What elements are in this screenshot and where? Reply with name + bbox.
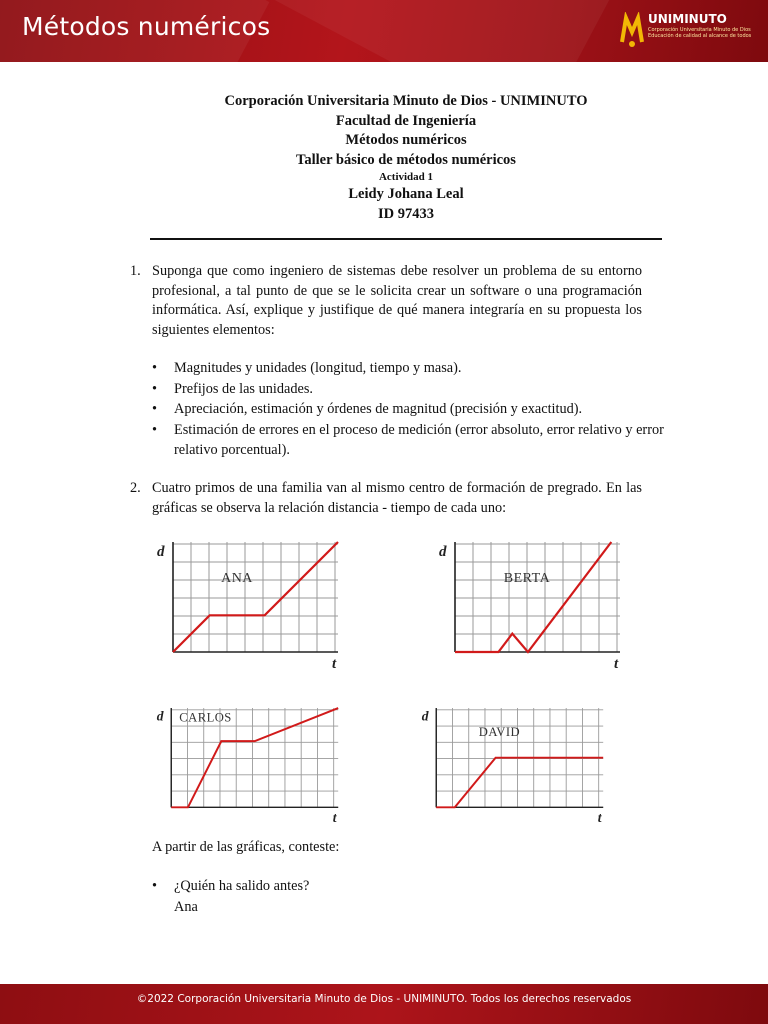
y-axis-label: d bbox=[157, 544, 165, 560]
question-number: 2. bbox=[130, 480, 141, 496]
list-item: • Prefijos de las unidades. bbox=[152, 380, 313, 397]
md-logo-icon bbox=[620, 12, 646, 50]
logo-name: UNIMINUTO bbox=[648, 12, 727, 26]
question-text: Cuatro primos de una familia van al mismo centro de formación de pregrado. En las gráficas se observa la relación distancia - tiempo de cada uno: bbox=[152, 480, 642, 516]
copyright-text: ©2022 Corporación Universitaria Minuto de Dios - UNIMINUTO. Todos los derechos reservados bbox=[136, 993, 632, 1005]
student-id: ID 97433 bbox=[378, 205, 434, 222]
x-axis-label: t bbox=[597, 809, 602, 825]
y-axis-label: d bbox=[421, 708, 429, 724]
institution-name: Corporación Universitaria Minuto de Dios - UNIMINUTO bbox=[224, 93, 588, 109]
workshop-title: Taller básico de métodos numéricos bbox=[296, 151, 516, 168]
x-axis-label: t bbox=[332, 809, 337, 825]
question-2 bbox=[130, 479, 664, 521]
list-item: • Estimación de errores en el proceso de medición (error absoluto, error relativo y error relativo porcentual). bbox=[152, 421, 664, 458]
graph-title: DAVID bbox=[478, 725, 521, 740]
header-divider bbox=[150, 238, 662, 240]
y-axis-label: d bbox=[156, 708, 164, 724]
logo-subtitle: Corporación Universitaria Minuto de Dios bbox=[648, 27, 751, 33]
data-series-line bbox=[436, 758, 603, 808]
data-series-line bbox=[455, 542, 611, 652]
graph-title: BERTA bbox=[503, 571, 551, 586]
footer-banner bbox=[0, 984, 768, 1024]
graph-title: CARLOS bbox=[179, 710, 232, 725]
graph-title: ANA bbox=[221, 571, 253, 586]
course-name: Métodos numéricos bbox=[345, 132, 467, 148]
q2-bullet-list bbox=[152, 876, 664, 917]
y-axis-label: d bbox=[439, 544, 447, 560]
data-series-line bbox=[173, 542, 338, 652]
list-item: • Magnitudes y unidades (longitud, tiempo y masa). bbox=[152, 360, 462, 376]
document-header bbox=[150, 92, 662, 224]
sub-question: ¿Quién ha salido antes? bbox=[174, 878, 310, 894]
student-name: Leidy Johana Leal bbox=[348, 186, 464, 202]
uniminuto-logo bbox=[620, 12, 750, 52]
graphs-prompt: A partir de las gráficas, conteste: bbox=[152, 839, 340, 855]
list-item: • Apreciación, estimación y órdenes de magnitud (precisión y exactitud). bbox=[152, 401, 583, 417]
graph-berta bbox=[437, 534, 622, 674]
graph-carlos bbox=[155, 694, 340, 834]
question-1 bbox=[130, 262, 664, 342]
banner-title: Métodos numéricos bbox=[22, 12, 271, 41]
list-item: • ¿Quién ha salido antes? bbox=[152, 878, 310, 894]
banner-decoration bbox=[271, 0, 630, 62]
question-number: 1. bbox=[130, 263, 141, 279]
x-axis-label: t bbox=[614, 656, 619, 672]
faculty-name: Facultad de Ingeniería bbox=[335, 112, 477, 129]
header-banner bbox=[0, 0, 768, 62]
q1-bullet-list bbox=[152, 358, 664, 461]
activity-label: Actividad 1 bbox=[378, 171, 434, 183]
logo-tagline: Educación de calidad al alcance de todos bbox=[648, 33, 752, 39]
answer-text: Ana bbox=[174, 898, 198, 915]
graph-ana bbox=[155, 534, 340, 674]
question-text: Suponga que como ingeniero de sistemas debe resolver un problema de su entorno profesional, a tal punto de que se le solicita crear un software o una programación informática. Así, explique y justifique de qué manera integraría en su propuesta los siguientes elementos: bbox=[152, 263, 642, 338]
x-axis-label: t bbox=[332, 656, 337, 672]
graph-david bbox=[420, 694, 605, 834]
